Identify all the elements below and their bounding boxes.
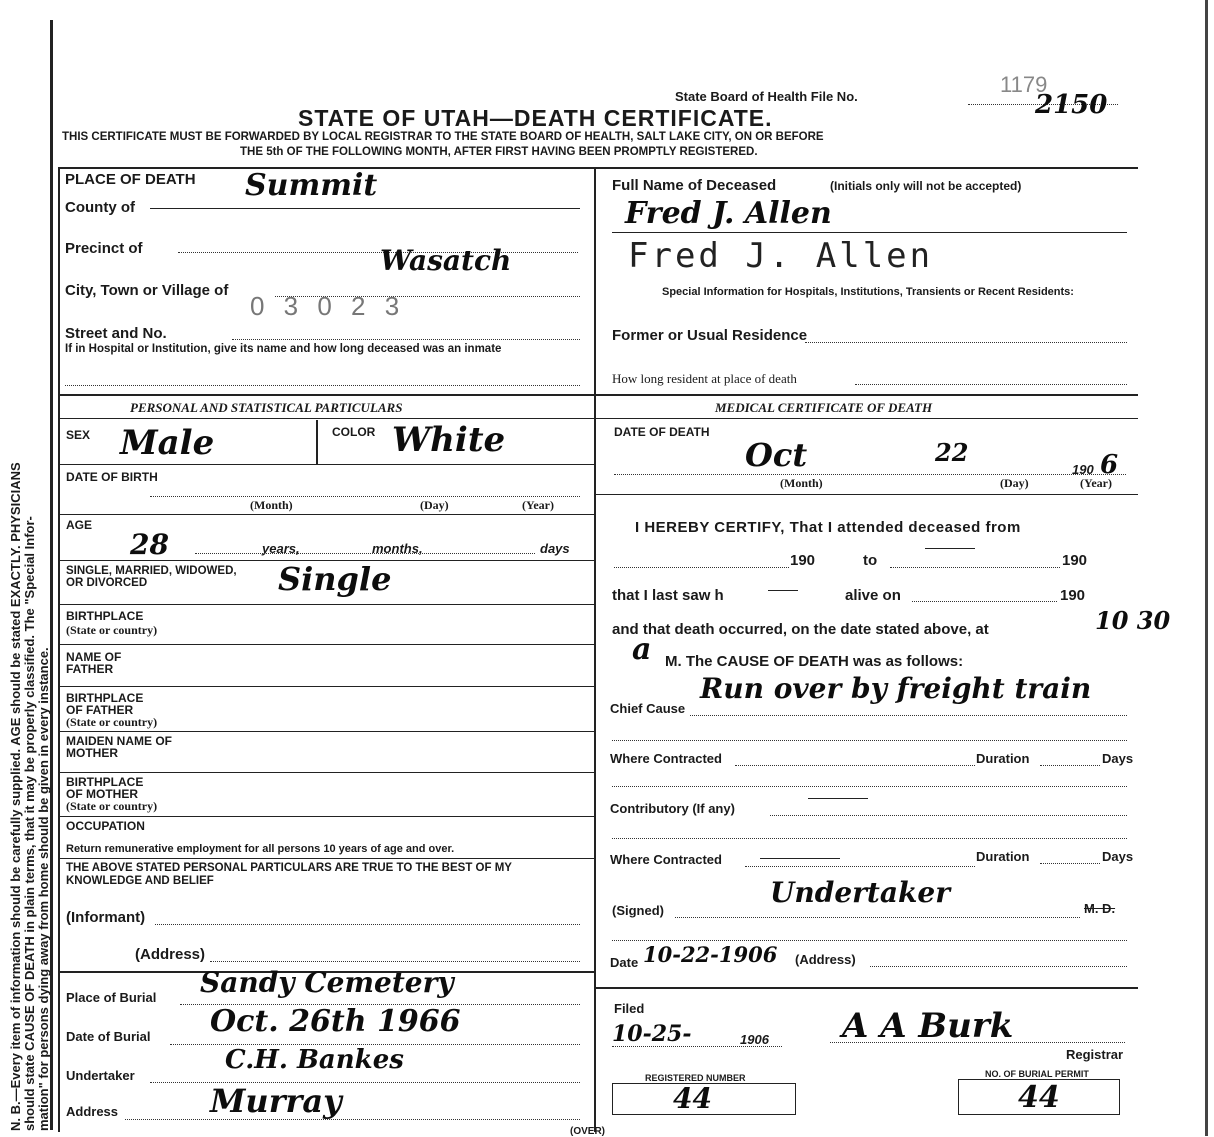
medical-heading-line [594,418,1138,419]
sex-color-divider [316,420,318,464]
age-value: 28 [130,528,169,561]
signed-line-2 [612,940,1127,941]
age-label: AGE [66,518,93,532]
hospital-line [65,385,580,386]
filed-date: 10-25- [612,1021,692,1047]
registered-number-label: REGISTERED NUMBER [645,1073,746,1083]
registrar-line [830,1042,1125,1043]
instruction-line-2: THE 5th OF THE FOLLOWING MONTH, AFTER FIRST HAVING BEEN PROMPTLY REGISTERED. [240,146,758,158]
age-months: months, [372,541,423,556]
alive-on-year: 190 [1060,587,1086,604]
filed-year: 1906 [740,1032,769,1047]
days-2-label: Days [1102,849,1134,864]
burial-permit-label: NO. OF BURIAL PERMIT [985,1069,1089,1079]
special-info-label: Special Information for Hospitals, Institutions, Transients or Recent Residents: [662,286,1074,298]
signed-value: Undertaker [770,876,950,909]
color-value: White [392,420,506,460]
informant-line [155,924,580,925]
frame-left [58,167,60,1132]
certificate-title: STATE OF UTAH—DEATH CERTIFICATE. [298,105,773,131]
duration-line [1040,765,1100,766]
death-month: Oct [745,436,808,474]
margin-note-line2: should state CAUSE OF DEATH in plain terms, that it may be properly classified. The "Special Infor- [22,516,37,1131]
frame-top [58,167,1138,169]
city-value: Wasatch [380,244,512,277]
attended-to-line [890,567,1060,568]
attended-from-line [614,567,789,568]
cause-intro: M. The CAUSE OF DEATH was as follows: [665,653,964,670]
file-no-hand: 2150 [1035,90,1108,120]
age-years: years, [262,541,300,556]
birthplace-row-line [58,644,594,645]
registrar-signature: A A Burk [842,1006,1014,1046]
county-line [150,208,580,209]
mother-birthplace-label: BIRTHPLACE OF MOTHER [66,775,144,801]
occurred-text: and that death occurred, on the date stated above, at [612,621,989,638]
filed-line [612,1046,782,1047]
where-contracted-2-label: Where Contracted [610,852,722,867]
father-birthplace-state: (State or country) [66,715,158,729]
precinct-line [178,252,578,253]
county-value: Summit [245,168,378,203]
contributory-label: Contributory (If any) [610,801,735,816]
right-edge [1205,0,1208,1136]
full-name-note: (Initials only will not be accepted) [830,179,1022,193]
date-of-death-label: DATE OF DEATH [614,425,710,439]
dob-month: (Month) [250,498,293,512]
signed-line [675,917,1080,918]
contributory-line-2 [612,838,1127,839]
marital-row-line [58,604,594,605]
burial-permit-value: 44 [1018,1080,1060,1115]
mother-birthplace-state: (State or country) [66,799,158,813]
filed-label: Filed [614,1001,645,1016]
margin-rule [50,20,53,1130]
place-of-death-label: PLACE OF DEATH [65,171,196,188]
mother-maiden-row-line [58,772,594,773]
file-no-stamp: 1179 [1000,72,1048,97]
sign-date-prefix: Date [610,955,639,970]
marital-label: SINGLE, MARRIED, WIDOWED, OR DIVORCED [66,565,237,589]
street-line [232,339,580,340]
undertaker-label: Undertaker [66,1068,135,1083]
death-year-suffix: 6 [1100,450,1119,480]
duration-2-line [1040,863,1100,864]
chief-cause-line [690,715,1127,716]
death-month-caption: (Month) [780,476,823,490]
chief-cause-line-2 [612,740,1127,741]
filing-divider [594,987,1138,989]
full-name-label: Full Name of Deceased [612,177,777,194]
birthplace-state: (State or country) [66,623,158,637]
registered-number-value: 44 [673,1082,712,1115]
personal-heading: PERSONAL AND STATISTICAL PARTICULARS [130,400,403,415]
occupation-row-line [58,858,594,859]
chief-cause-label: Chief Cause [610,701,686,716]
instruction-line-1: THIS CERTIFICATE MUST BE FORWARDED BY LOCAL REGISTRAR TO THE STATE BOARD OF HEALTH, SALT LAKE CITY, ON OR BEFORE [62,131,824,143]
medical-heading: MEDICAL CERTIFICATE OF DEATH [715,400,933,415]
death-year-prefix: 190 [1072,462,1094,477]
sex-row-line [58,464,594,465]
burial-address-value: Murray [210,1082,342,1120]
informant-address-line [210,961,580,962]
over-footer: (OVER) [570,1126,605,1137]
informant-address-label: (Address) [135,946,206,963]
certify-text: I HEREBY CERTIFY, That I attended deceased from [635,519,1021,536]
sex-label: SEX [66,428,91,442]
city-label: City, Town or Village of [65,282,229,299]
where-contracted-label: Where Contracted [610,751,722,766]
father-name-label: NAME OF FATHER [66,650,122,676]
attended-to: to [863,552,878,569]
name-line [612,232,1127,233]
where-contracted-line [735,765,975,766]
death-date-row-line [594,494,1138,495]
dob-year: (Year) [522,498,554,512]
sign-address-label: (Address) [795,952,856,967]
margin-note-line1: N. B.—Every item of information should be carefully supplied. AGE should be stated EXACTLY. PHYSICIANS [8,462,23,1131]
sign-date-value: 10-22-1906 [643,942,778,967]
divider-top-section [58,394,1138,396]
death-day-caption: (Day) [1000,476,1029,490]
marital-value: Single [278,560,392,598]
file-no-label: State Board of Health File No. [675,89,858,104]
age-days: days [540,541,570,556]
occupation-label: OCCUPATION [66,819,145,833]
age-line [195,553,535,554]
burial-address-label: Address [66,1104,119,1119]
chief-cause-value: Run over by freight train [700,672,1092,705]
resident-length-label: How long resident at place of death [612,371,797,386]
death-time: 10 30 [1095,606,1171,635]
margin-note-line3: mation" for persons dying away from home should be given in every instance. [36,647,51,1131]
duration-label: Duration [976,751,1030,766]
burial-date-value: Oct. 26th 1966 [210,1004,461,1039]
city-code: 0 3 0 2 3 [250,291,406,321]
mother-maiden-label: MAIDEN NAME OF MOTHER [66,734,172,760]
death-day: 22 [935,438,969,467]
sex-value: Male [120,423,215,463]
attended-from-year: 190 [790,552,816,569]
attest-text: THE ABOVE STATED PERSONAL PARTICULARS ARE TRUE TO THE BEST OF MY KNOWLEDGE AND BELIEF [66,862,512,887]
last-saw-dash [768,590,798,591]
duration-2-label: Duration [976,849,1030,864]
undertaker-value: C.H. Bankes [225,1045,404,1075]
birthplace-label: BIRTHPLACE [66,609,144,623]
death-date-line [614,474,1126,475]
alive-on-text: alive on [845,587,901,604]
where-contracted-2-dash [760,858,840,859]
occupation-note: Return remunerative employment for all persons 10 years of age and over. [66,843,455,855]
deceased-name-typed: Fred J. Allen [628,236,934,276]
street-label: Street and No. [65,325,167,342]
days-label: Days [1102,751,1134,766]
margin-note [9,31,51,1131]
alive-on-line [912,601,1057,602]
former-residence-label: Former or Usual Residence [612,327,808,344]
sign-address-line [870,966,1127,967]
precinct-label: Precinct of [65,240,143,257]
attended-to-year: 190 [1062,552,1088,569]
burial-date-label: Date of Burial [66,1029,151,1044]
contributory-line [770,815,1127,816]
residence-line [805,342,1127,343]
registrar-label: Registrar [1066,1047,1124,1062]
father-bp-row-line [58,731,594,732]
attended-to-dash [925,548,975,549]
mother-bp-row-line [58,816,594,817]
md-label: M. D. [1084,901,1116,916]
burial-place-label: Place of Burial [66,990,157,1005]
contributory-dash [808,798,868,799]
dob-row-line [58,514,594,515]
color-label: COLOR [332,425,376,439]
meridian-value: a [632,632,652,667]
hospital-note: If in Hospital or Institution, give its name and how long deceased was an inmate [65,343,502,355]
father-name-row-line [58,686,594,687]
resident-line [855,384,1127,385]
signed-label: (Signed) [612,903,664,918]
where-contracted-2-line [745,866,975,867]
father-birthplace-label: BIRTHPLACE OF FATHER [66,691,144,717]
informant-label: (Informant) [66,909,146,926]
burial-place-value: Sandy Cemetery [200,966,454,999]
burial-address-line [125,1119,580,1120]
dob-label: DATE OF BIRTH [66,470,158,484]
deceased-name-handwritten: Fred J. Allen [625,196,832,231]
dob-day: (Day) [420,498,449,512]
county-label: County of [65,199,135,216]
last-saw-text: that I last saw h [612,587,724,604]
death-year-caption: (Year) [1080,476,1112,490]
where-contracted-line-2 [612,786,1127,787]
dob-line [150,496,580,497]
personal-heading-line [58,418,594,419]
